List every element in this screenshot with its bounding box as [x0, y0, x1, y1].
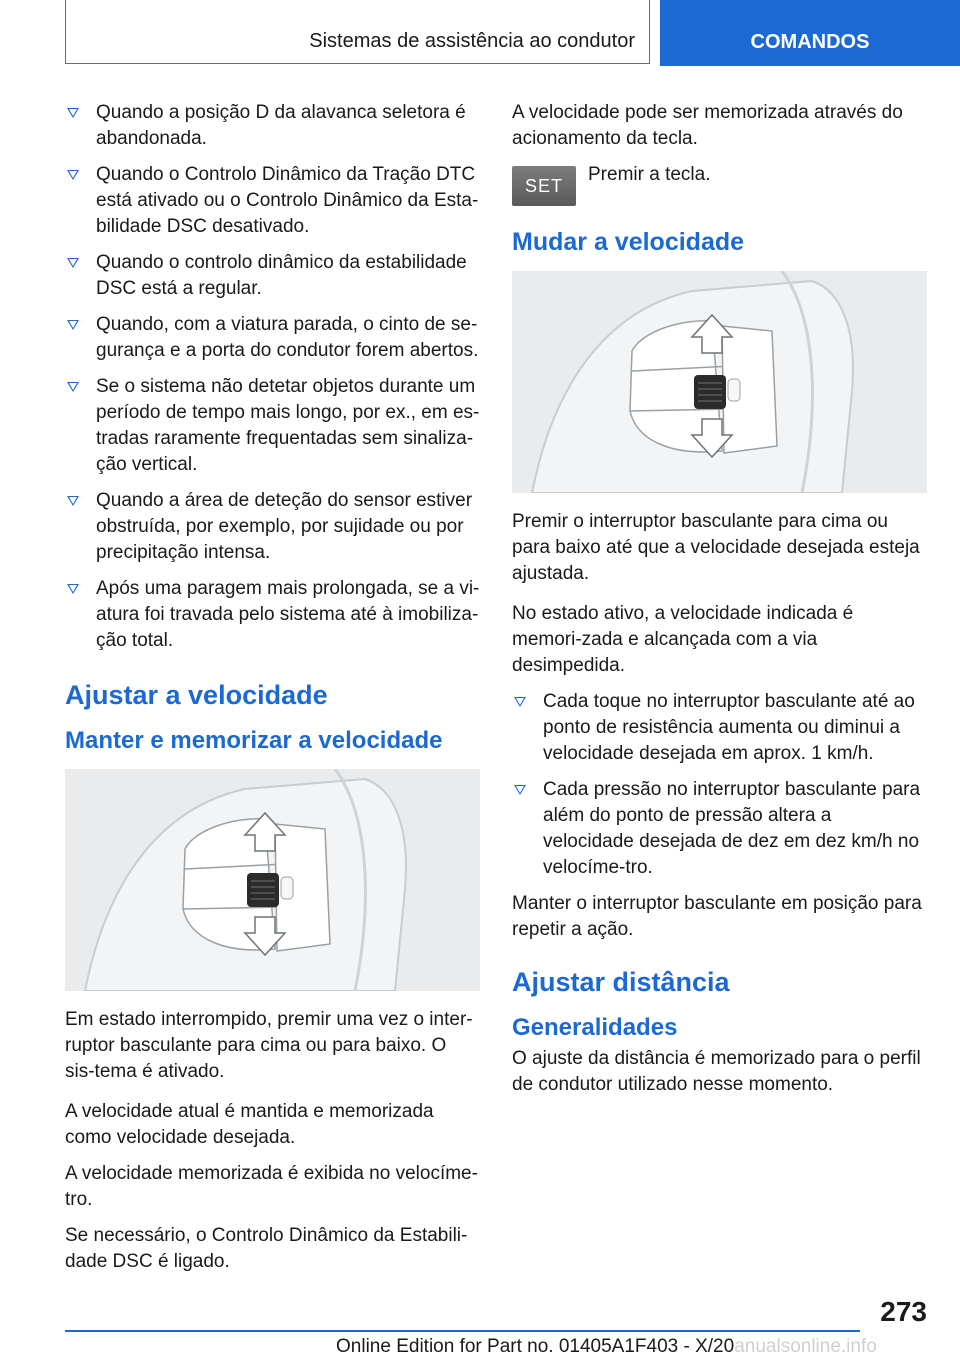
- bullet-triangle-icon: [67, 382, 79, 392]
- set-key-instruction: Premir a tecla.: [588, 164, 711, 185]
- list-item: Se o sistema não detetar objetos durante um período de tempo mais longo, por ex., em es-tradas raramente frequentadas sem sinaliza-ção vertical.: [65, 374, 480, 478]
- page-number: 273: [880, 1296, 927, 1327]
- heading-adjust-speed: Ajustar a velocidade: [65, 680, 328, 710]
- list-item: Após uma paragem mais prolongada, se a vi-atura foi travada pelo sistema até à imobiliza-ção total.: [65, 576, 480, 654]
- bullet-triangle-icon: [67, 258, 79, 268]
- paragraph: Se necessário, o Controlo Dinâmico da Estabili-dade DSC é ligado.: [65, 1225, 468, 1272]
- steering-wheel-switch-illustration: [512, 271, 927, 493]
- paragraph: O ajuste da distância é memorizado para o perfil de condutor utilizado nesse momento.: [512, 1048, 921, 1095]
- chapter-tab[interactable]: COMANDOS: [660, 0, 960, 66]
- bullet-triangle-icon: [514, 785, 526, 795]
- set-key-row: [512, 162, 927, 206]
- bullet-triangle-icon: [67, 108, 79, 118]
- right-column: [512, 100, 927, 1108]
- list-item: Quando, com a viatura parada, o cinto de se-gurança e a porta do condutor forem abertos.: [65, 312, 480, 364]
- speed-step-list: [512, 689, 927, 881]
- heading-change-speed: Mudar a velocidade: [512, 228, 745, 256]
- bullet-triangle-icon: [67, 170, 79, 180]
- list-item: Quando a posição D da alavanca seletora é abandonada.: [65, 100, 480, 152]
- heading-general: Generalidades: [512, 1014, 678, 1041]
- left-column: [65, 100, 480, 1285]
- paragraph: Premir o interruptor basculante para cima ou para baixo até que a velocidade desejada esteja ajustada.: [512, 511, 920, 584]
- condition-list: [65, 100, 480, 654]
- heading-keep-speed: Manter e memorizar a velocidade: [65, 727, 443, 754]
- list-item: Quando o Controlo Dinâmico da Tração DTC está ativado ou o Controlo Dinâmico da Esta-bilidade DSC desativado.: [65, 162, 480, 240]
- list-item: Cada pressão no interruptor basculante para além do ponto de pressão altera a velocidade desejada de dez em dez km/h no velocíme-tro.: [512, 777, 927, 881]
- set-key-icon: SET: [512, 166, 576, 206]
- bullet-triangle-icon: [67, 584, 79, 594]
- paragraph: A velocidade atual é mantida e memorizada como velocidade desejada.: [65, 1101, 434, 1148]
- steering-wheel-switch-illustration: [65, 769, 480, 991]
- paragraph: A velocidade memorizada é exibida no velocíme-tro.: [65, 1163, 478, 1210]
- watermark-site: anualsonline.info: [734, 1336, 877, 1357]
- page-header: [0, 0, 960, 66]
- edition-text: Online Edition for Part no. 01405A1F403 - X/20: [336, 1336, 735, 1357]
- list-item: Cada toque no interruptor basculante até ao ponto de resistência aumenta ou diminui a velocidade desejada em aprox. 1 km/h.: [512, 689, 927, 767]
- footer-divider: [65, 1330, 860, 1332]
- list-item: Quando o controlo dinâmico da estabilidade DSC está a regular.: [65, 250, 480, 302]
- bullet-triangle-icon: [514, 697, 526, 707]
- intro-paragraph: A velocidade pode ser memorizada através do acionamento da tecla.: [512, 102, 903, 149]
- paragraph: Manter o interruptor basculante em posição para repetir a ação.: [512, 893, 922, 940]
- footer-edition: [336, 1336, 877, 1358]
- heading-adjust-distance: Ajustar distância: [512, 967, 730, 997]
- bullet-triangle-icon: [67, 496, 79, 506]
- list-item: Quando a área de deteção do sensor estiver obstruída, por exemplo, por sujidade ou por precipitação intensa.: [65, 488, 480, 566]
- section-title: Sistemas de assistência ao condutor: [309, 30, 635, 52]
- paragraph: No estado ativo, a velocidade indicada é memori-zada e alcançada com a via desimpedida.: [512, 603, 854, 676]
- paragraph: Em estado interrompido, premir uma vez o inter-ruptor basculante para cima ou para baixo. O sis-tema é ativado.: [65, 1009, 473, 1082]
- header-section-box: [65, 0, 650, 64]
- bullet-triangle-icon: [67, 320, 79, 330]
